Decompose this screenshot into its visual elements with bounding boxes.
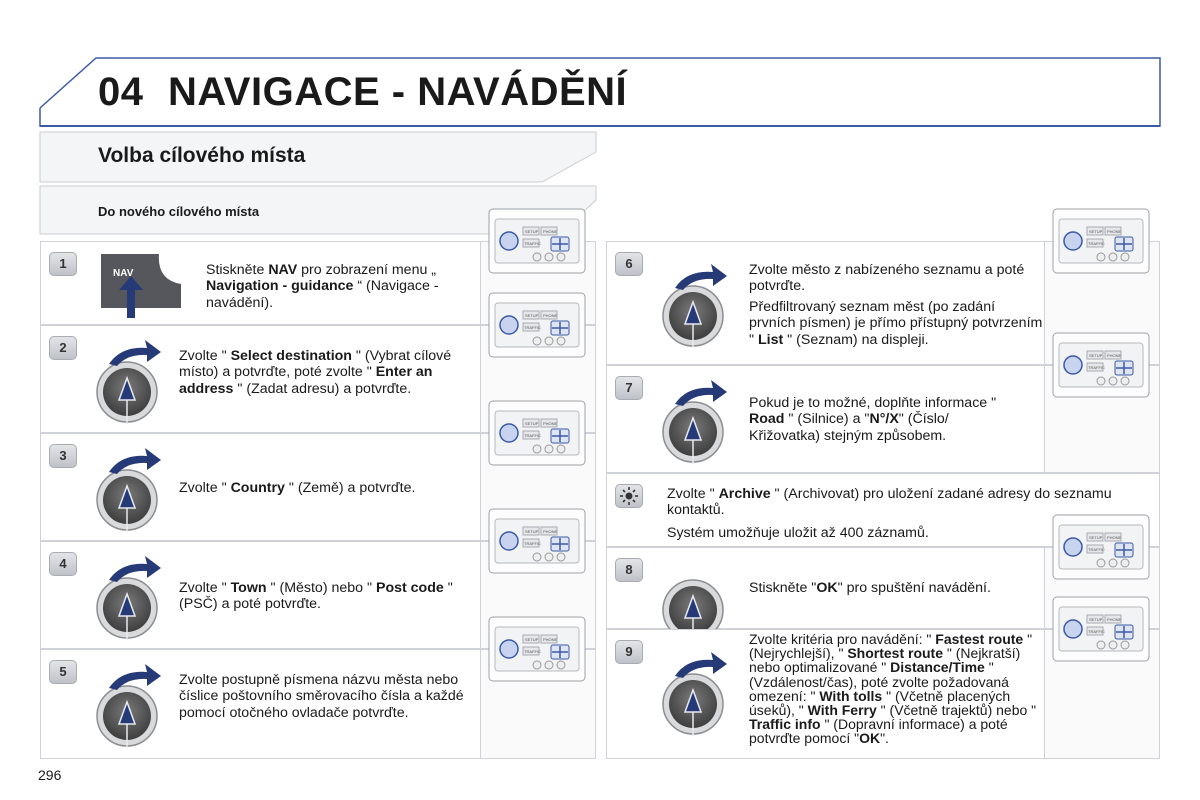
radio-panel-image <box>1044 617 1159 758</box>
rotary-knob-icon <box>95 442 175 539</box>
chapter-number: 04 <box>98 70 144 114</box>
svg-text:PHONE: PHONE <box>543 229 558 234</box>
step-number-badge: 1 <box>49 252 77 276</box>
svg-text:SETUP: SETUP <box>1089 617 1103 622</box>
radio-panel-image <box>1044 353 1159 472</box>
page-number: 296 <box>38 767 62 783</box>
rotary-knob-icon <box>661 258 741 355</box>
svg-text:TRAFFIC: TRAFFIC <box>1088 365 1105 370</box>
nav-button-icon <box>95 250 185 322</box>
step-6-text <box>749 262 1044 352</box>
svg-text:TRAFFIC: TRAFFIC <box>524 649 541 654</box>
step-number-badge: 7 <box>615 376 643 400</box>
svg-text:SETUP: SETUP <box>525 529 539 534</box>
rotary-knob-icon <box>95 334 175 431</box>
svg-text:TRAFFIC: TRAFFIC <box>524 325 541 330</box>
svg-text:PHONE: PHONE <box>1107 353 1122 358</box>
tip-paragraph: Zvolte " Archive " (Archivovat) pro uložení zadané adresy do seznamu kontaktů. <box>667 486 1112 519</box>
svg-text:PHONE: PHONE <box>543 421 558 426</box>
svg-text:TRAFFIC: TRAFFIC <box>524 241 541 246</box>
svg-text:PHONE: PHONE <box>1107 535 1122 540</box>
step-7-text: Pokud je to možné, doplňte informace " Road " (Silnice) a "N°/X" (Číslo/ Křižovatka) stejným způsobem. <box>749 395 997 444</box>
step-5 <box>40 637 596 759</box>
step-8-text: Stiskněte "OK" pro spuštění navádění. <box>749 580 991 596</box>
svg-text:TRAFFIC: TRAFFIC <box>1088 629 1105 634</box>
svg-text:SETUP: SETUP <box>525 637 539 642</box>
step-7 <box>606 353 1160 473</box>
step-5-text: Zvolte postupně písmena názvu města nebo číslice poštovního směrovacího čísla a každé pomocí otočného ovladače potvrďte. <box>179 672 464 721</box>
svg-text:SETUP: SETUP <box>525 421 539 426</box>
svg-text:TRAFFIC: TRAFFIC <box>524 541 541 546</box>
svg-text:TRAFFIC: TRAFFIC <box>524 433 541 438</box>
step-6-paragraph: Zvolte město z nabízeného seznamu a poté potvrďte. <box>749 262 1025 295</box>
rotary-knob-icon <box>95 550 175 647</box>
step-9 <box>606 617 1160 759</box>
svg-text:PHONE: PHONE <box>1107 617 1122 622</box>
step-3-text: Zvolte " Country " (Země) a potvrďte. <box>179 480 416 496</box>
rotary-knob-icon <box>95 658 175 755</box>
step-number-badge: 9 <box>615 640 643 664</box>
sun-tip-icon <box>616 485 642 507</box>
section-title: Volba cílového místa <box>98 144 306 167</box>
step-number-badge: 4 <box>49 552 77 576</box>
svg-text:SETUP: SETUP <box>525 313 539 318</box>
step-number-badge: 8 <box>615 558 643 582</box>
tip-badge <box>615 484 643 508</box>
step-9-text: Zvolte kritéria pro navádění: " Fastest route " (Nejrychlejší), " Shortest route " (Nejkratší) nebo optimalizované " Distance/Time " (Vzdálenost/čas), poté zvolte požadovaná omezení: " With tolls " (Včetně placených úseků), " With Ferry " (Včetně trajektů) nebo " Traffic info " (Dopravní informace) a poté potvrďte pomocí "OK". <box>749 631 1037 747</box>
tip-paragraph: Systém umožňuje uložit až 400 záznamů. <box>667 524 929 541</box>
svg-text:SETUP: SETUP <box>525 229 539 234</box>
step-4-text: Zvolte " Town " (Město) nebo " Post code " (PSČ) a poté potvrďte. <box>179 580 453 613</box>
step-1-text: Stiskněte NAV pro zobrazení menu „ Navigation - guidance “ (Navigace - navádění). <box>206 262 439 311</box>
step-number-badge: 6 <box>615 252 643 276</box>
step-6-paragraph: Předfiltrovaný seznam měst (po zadání prvních písmen) je přímo přístupný potvrzením " List " (Seznam) na displeji. <box>749 298 1043 348</box>
step-number-badge: 5 <box>49 660 77 684</box>
rotary-knob-icon <box>661 646 741 743</box>
svg-text:TRAFFIC: TRAFFIC <box>1088 241 1105 246</box>
rotary-knob-icon <box>661 374 741 471</box>
svg-text:PHONE: PHONE <box>543 637 558 642</box>
section-subtitle: Do nového cílového místa <box>98 204 260 219</box>
step-number-badge: 3 <box>49 444 77 468</box>
svg-text:SETUP: SETUP <box>1089 229 1103 234</box>
radio-panel-image <box>480 637 595 758</box>
step-number-badge: 2 <box>49 336 77 360</box>
svg-text:PHONE: PHONE <box>543 313 558 318</box>
svg-text:SETUP: SETUP <box>1089 535 1103 540</box>
svg-text:PHONE: PHONE <box>543 529 558 534</box>
svg-text:PHONE: PHONE <box>1107 229 1122 234</box>
svg-text:SETUP: SETUP <box>1089 353 1103 358</box>
step-2-text: Zvolte " Select destination " (Vybrat cílové místo) a potvrďte, poté zvolte " Enter an address " (Zadat adresu) a potvrďte. <box>179 348 452 397</box>
chapter-title: NAVIGACE - NAVÁDĚNÍ <box>168 70 628 114</box>
svg-text:TRAFFIC: TRAFFIC <box>1088 547 1105 552</box>
nav-button-label: NAV <box>113 268 134 279</box>
